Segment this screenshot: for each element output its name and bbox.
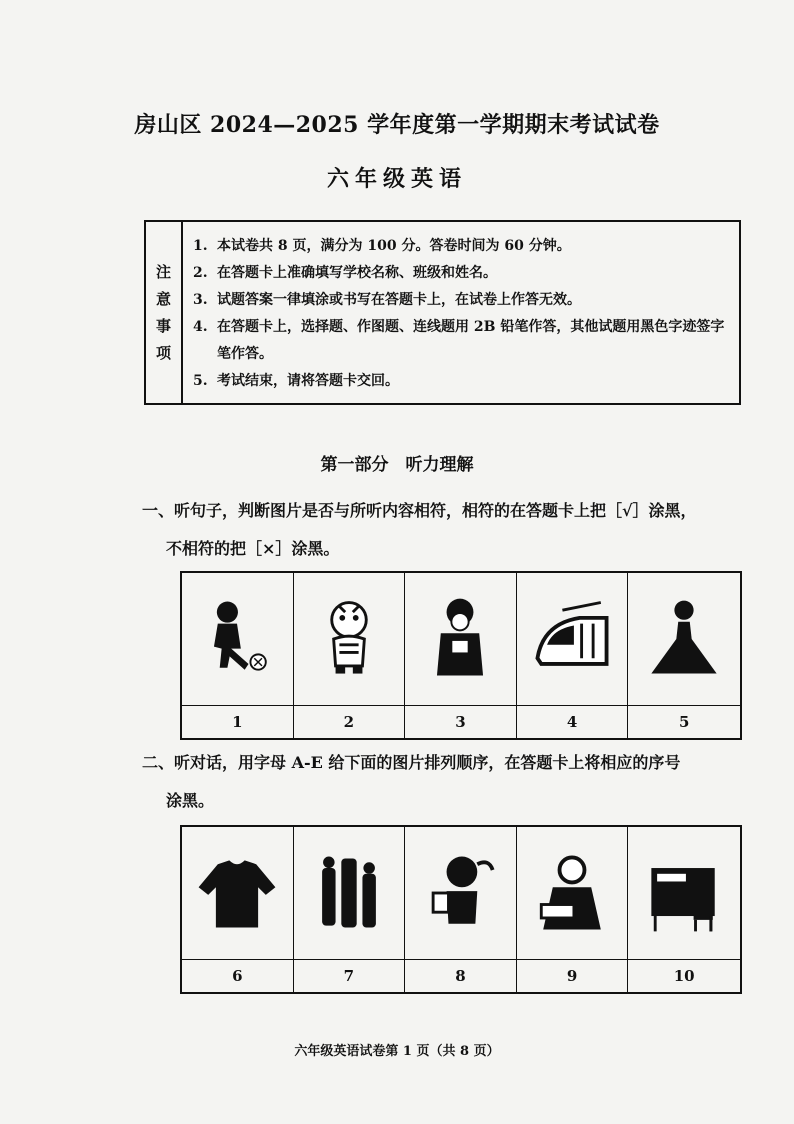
notice-label-char: 项 [155,343,171,362]
picture-cell [182,573,294,706]
notice-item [193,368,729,395]
girl-kicking-ball-icon [189,591,285,687]
exam-subtitle: 六年级英语 [326,166,467,192]
section2-instruction-line: 二、听对话，用字母 A-E 给下面的图片排列顺序，在答题卡上将相应的序号 [142,753,681,772]
section2-picture-grid [180,825,742,994]
picture-cell [628,827,740,960]
notice-label-char: 事 [155,316,171,335]
page-footer: 六年级英语试卷第 1 页（共 8 页） [294,1044,500,1059]
picture-cell [517,827,629,960]
picture-cell [405,827,517,960]
notice-label-char: 注 [155,262,171,281]
section1-instruction-line: 一、听句子，判断图片是否与所听内容相符，相符的在答题卡上把［√］涂黑， [142,501,697,520]
high-speed-train-icon [524,591,620,687]
picture-cell [182,827,294,960]
notice-item-text: 考试结束，请将答题卡交回。 [217,373,399,389]
notice-item [193,233,729,260]
picture-number: 9 [517,960,629,992]
picture-number: 8 [405,960,517,992]
picture-cell [628,573,740,706]
notice-item [193,287,729,314]
piano-icon [636,845,732,941]
notice-item [193,314,729,368]
picture-number: 2 [294,706,406,738]
exam-title: 房山区 2024—2025 学年度第一学期期末考试试卷 [134,112,660,138]
section1-instruction [142,492,762,568]
picture-number: 5 [678,713,690,731]
child-with-book-icon [412,845,508,941]
section1-instruction-line: 不相符的把［×］涂黑。 [166,539,340,558]
picture-cell [517,573,629,706]
picture-cell [294,573,406,706]
picture-number: 10 [673,967,695,985]
notice-item-text: 试题答案一律填涂或书写在答题卡上，在试卷上作答无效。 [217,292,581,308]
old-man-writing-icon [524,845,620,941]
notice-item-number: 4. [193,319,208,335]
notice-item-number: 5. [193,373,208,389]
picture-cell [294,827,406,960]
sweater-icon [189,845,285,941]
picture-number: 7 [294,960,406,992]
part-title: 第一部分 听力理解 [320,455,474,475]
picture-number: 6 [182,960,294,992]
picture-number: 3 [405,706,517,738]
notice-list [183,222,739,403]
section2-instruction-line: 涂黑。 [166,791,215,810]
terracotta-warriors-icon [301,845,397,941]
picture-cell [405,573,517,706]
notice-item-number: 1. [193,238,208,254]
opera-performer-icon [412,591,508,687]
woman-in-gown-icon [636,591,732,687]
picture-number: 4 [517,706,629,738]
notice-item-text: 在答题卡上，选择题、作图题、连线题用 2B 铅笔作答，其他试题用黑色字迹签字笔作答。 [217,319,725,362]
notice-item-text: 在答题卡上准确填写学校名称、班级和姓名。 [217,265,497,281]
notice-label [146,222,183,403]
notice-label-char: 意 [155,289,171,308]
picture-number: 1 [182,706,294,738]
notice-box [144,220,741,405]
notice-item [193,260,729,287]
notice-item-number: 2. [193,265,208,281]
tiger-mascot-icon [301,591,397,687]
notice-item-text: 本试卷共 8 页，满分为 100 分。答卷时间为 60 分钟。 [217,238,571,254]
section1-picture-grid [180,571,742,740]
notice-item-number: 3. [193,292,208,308]
section2-instruction [142,744,762,820]
